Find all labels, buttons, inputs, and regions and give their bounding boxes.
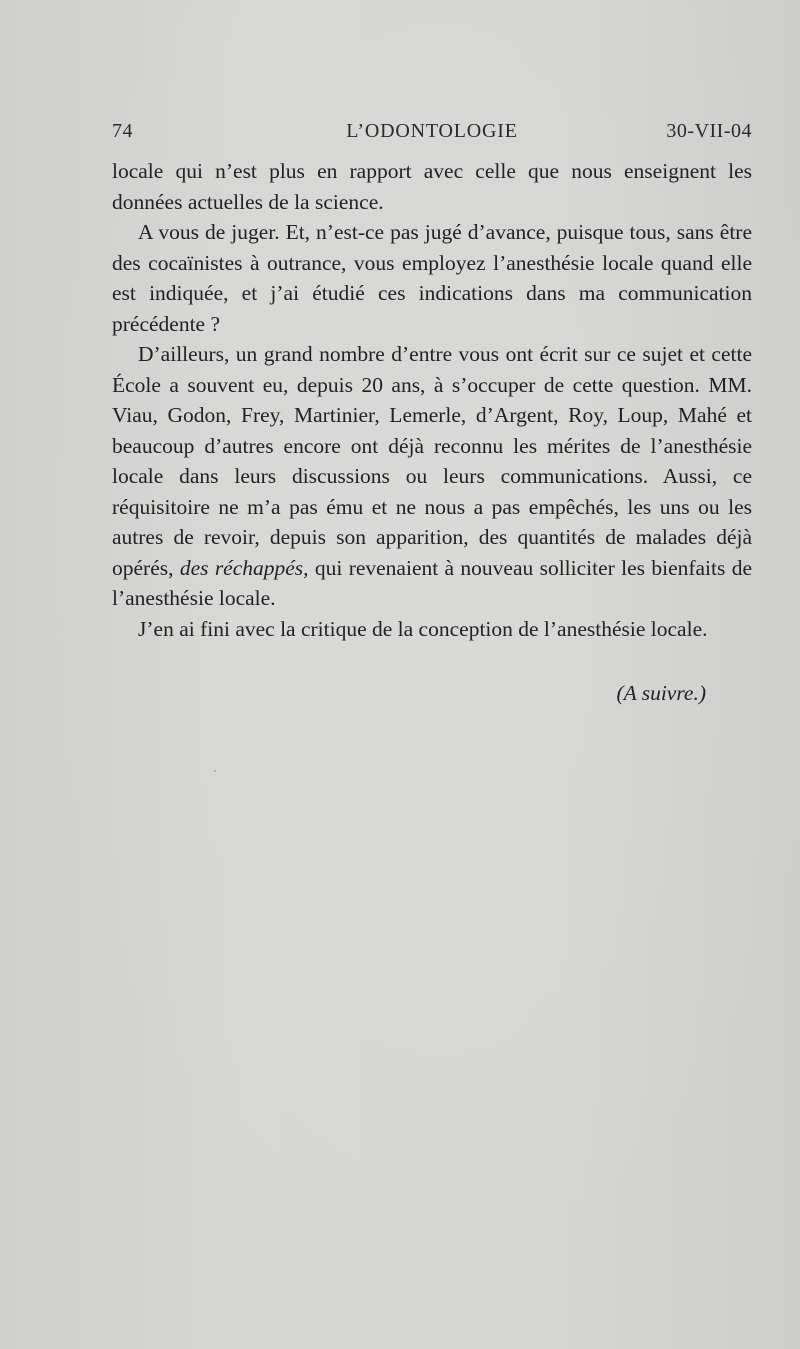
journal-title: L’ODONTOLOGIE <box>346 120 518 142</box>
paragraph-3-text-start: D’ailleurs, un grand nombre d’entre vous ont écrit sur ce sujet et cette École a souvent eu, depuis 20 ans, à s’occuper de cette question. MM. Viau, Godon, Frey, Martinier, Lemerle, d’Argent, Roy, Loup, Mahé et beaucoup d’autres encore ont déjà reconnu les mérites de l’anesthésie locale dans leurs discussions ou leurs communications. Aussi, ce réquisitoire ne m’a pas ému et ne nous a pas empêchés, les uns ou les autres de revoir, depuis son apparition, des quantités de malades déjà opérés, <box>112 342 752 580</box>
paper-speck <box>214 770 216 772</box>
paragraph-1: locale qui n’est plus en rapport avec celle que nous enseignent les données actuelles de la science. <box>112 159 752 214</box>
to-be-continued: (A suivre.) <box>616 681 706 705</box>
paragraph-2: A vous de juger. Et, n’est-ce pas jugé d’avance, puisque tous, sans être des cocaïnistes à outrance, vous employez l’anesthésie locale quand elle est indiquée, et j’ai étudié ces indications dans ma communication précédente ? <box>112 220 752 336</box>
paragraph-4: J’en ai fini avec la critique de la conception de l’anesthésie locale. <box>138 616 708 641</box>
italic-phrase: des réchappés, <box>179 555 309 580</box>
running-header <box>112 120 752 150</box>
article-body <box>112 156 752 644</box>
paragraph-3 <box>112 339 752 614</box>
paragraph-3-text-end: qui revenaient à nouveau solliciter les bienfaits de l’anesthésie locale. <box>112 555 752 610</box>
issue-date: 30-VII-04 <box>666 120 752 142</box>
page-number: 74 <box>112 120 133 142</box>
